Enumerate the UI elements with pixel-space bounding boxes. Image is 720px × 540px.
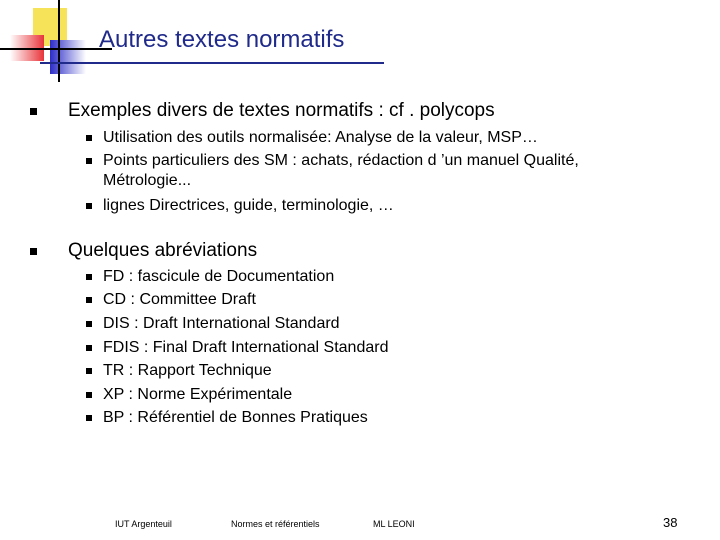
footer-center: Normes et référentiels [231, 519, 320, 529]
square-bullet-icon [86, 203, 92, 209]
page-title: Autres textes normatifs [99, 26, 345, 53]
square-bullet-icon [30, 248, 37, 255]
square-bullet-icon [30, 108, 37, 115]
logo-vertical-line [58, 0, 60, 82]
square-bullet-icon [86, 297, 92, 303]
square-bullet-icon [86, 158, 92, 164]
page-number: 38 [663, 515, 678, 530]
title-underline [40, 62, 384, 64]
square-bullet-icon [86, 321, 92, 327]
square-bullet-icon [86, 274, 92, 280]
logo-horizontal-line [0, 48, 112, 50]
footer-right: ML LEONI [373, 519, 415, 529]
square-bullet-icon [86, 135, 92, 141]
square-bullet-icon [86, 368, 92, 374]
square-bullet-icon [86, 345, 92, 351]
square-bullet-icon [86, 415, 92, 421]
square-bullet-icon [86, 392, 92, 398]
footer-left: IUT Argenteuil [115, 519, 172, 529]
logo-blue-square [50, 40, 86, 74]
